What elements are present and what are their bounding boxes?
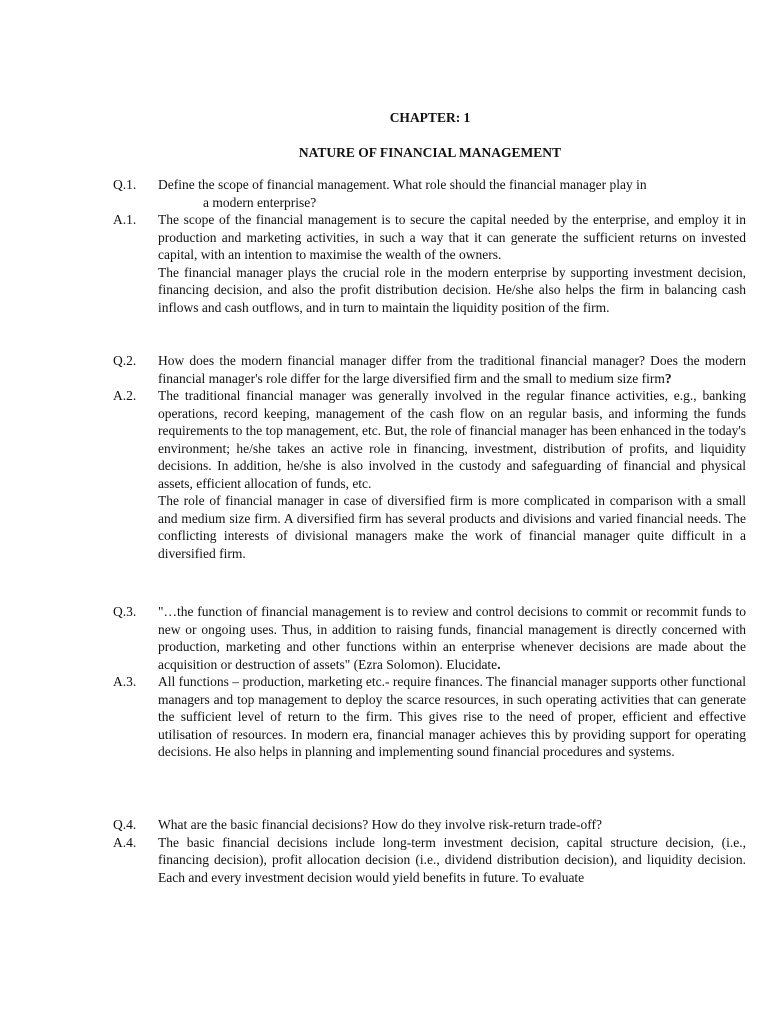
answer-label: A.2. xyxy=(113,388,137,403)
question-4 xyxy=(113,816,746,834)
answer-2 xyxy=(113,387,746,562)
answer-paragraph: The role of financial manager in case of diversified firm is more complicated in comparison with a small and medium size firm. A diversified firm has several products and divisions and varied financial needs. The conflicting interests of divisional managers make the work of financial manager quite difficult in a diversified firm. xyxy=(158,493,746,561)
qa-block-1 xyxy=(113,176,746,316)
answer-3 xyxy=(113,673,746,761)
answer-paragraph: The traditional financial manager was generally involved in the regular finance activities, e.g., banking operations, record keeping, management of the cash flow on an regular basis, and informing the funds requirements to the top management, etc. But, the role of financial manager has been enhanced in the today's environment; he/she takes an active role in financing, investment, distribution of profits, and liquidity decisions. In addition, he/she is also involved in the custody and safeguarding of financial and physical assets, efficient allocation of funds, etc. xyxy=(158,388,746,491)
question-text: What are the basic financial decisions? How do they involve risk-return trade-off? xyxy=(158,817,602,832)
qa-block-2 xyxy=(113,352,746,562)
question-3 xyxy=(113,603,746,673)
answer-paragraph: The basic financial decisions include long-term investment decision, capital structure decision, (i.e., financing decision), profit allocation decision (i.e., dividend distribution decision), and liquidity decision. Each and every investment decision would yield benefits in future. To evaluate xyxy=(158,834,746,885)
answer-label: A.1. xyxy=(113,212,137,227)
answer-label: A.3. xyxy=(113,674,137,689)
answer-4 xyxy=(113,834,746,887)
question-1 xyxy=(113,176,746,194)
chapter-title: NATURE OF FINANCIAL MANAGEMENT xyxy=(298,145,562,160)
question-label: Q.3. xyxy=(113,604,137,619)
answer-paragraph: The financial manager plays the crucial role in the modern enterprise by supporting investment decision, financing decision, and also the profit distribution decision. He/she also helps the firm in balancing cash inflows and cash outflows, and in turn to maintain the liquidity position of the firm. xyxy=(158,264,746,315)
question-2 xyxy=(113,352,746,387)
question-text: How does the modern financial manager differ from the traditional financial manager? Does the modern financial manager's role differ for the large diversified firm and the small to medium size firm? xyxy=(158,353,746,386)
answer-label: A.4. xyxy=(113,834,137,850)
answer-paragraph: All functions – production, marketing etc.- require finances. The financial manager supports other functional managers and top management to deploy the scarce resources, in such operating activities that can generate the sufficient level of return to the firm. This gives rise to the need of proper, efficient and effective utilisation of resources. In modern era, financial manager achieves this by providing support for operating decisions. He also helps in planning and implementing sound financial procedures and systems. xyxy=(158,674,746,759)
answer-paragraph: The scope of the financial management is to secure the capital needed by the enterprise, and employ it in production and marketing activities, in such a way that it can generate the sufficient returns on invested capital, with an intention to maximise the wealth of the owners. xyxy=(158,212,746,262)
question-label: Q.1. xyxy=(113,177,137,192)
question-text: "…the function of financial management is to review and control decisions to commit or recommit funds to new or ongoing uses. Thus, in addition to raising funds, financial management is directly concerned with production, marketing and other functions within an enterprise whenever decisions are made about the acquisition or destruction of assets" (Ezra Solomon). Elucidate. xyxy=(158,604,746,672)
question-label: Q.2. xyxy=(113,353,137,368)
qa-block-4 xyxy=(113,816,746,886)
qa-block-3 xyxy=(113,603,746,761)
question-label: Q.4. xyxy=(113,817,137,832)
answer-1 xyxy=(113,211,746,316)
question-text: Define the scope of financial management. What role should the financial manager play in xyxy=(158,177,647,192)
question-text-continued: a modern enterprise? xyxy=(203,194,317,210)
chapter-heading: CHAPTER: 1 xyxy=(389,110,471,125)
